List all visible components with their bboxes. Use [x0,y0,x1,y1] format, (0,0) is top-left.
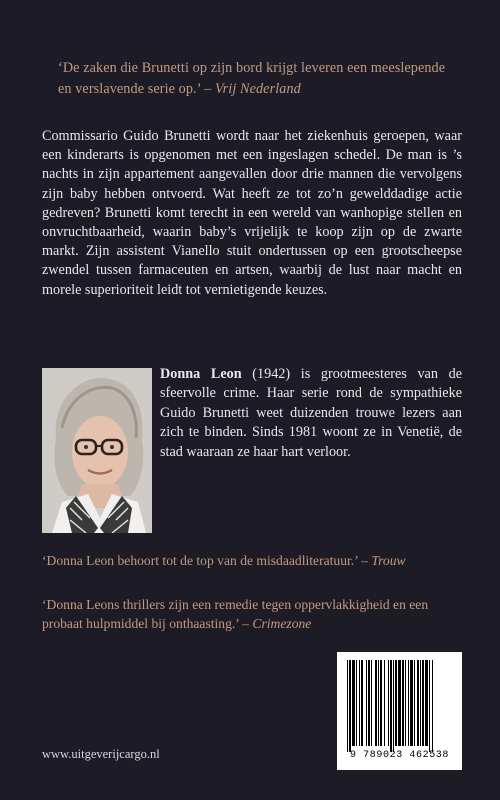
top-quote-source: Vrij Nederland [214,81,301,97]
author-bio-text: (1942) is grootmeesteres van de sfeervolle crime. Haar serie rond de sympathieke Guido Brunetti weet duizenden trouwe lezers aan zich te binden. Sinds 1981 woont ze in Venetië, de stad waaraan ze haar hart verloor. [160,366,462,460]
author-portrait-illustration [42,368,152,533]
review-quote-text: ‘Donna Leon behoort tot de top van de misdaadliteratuur.’ – [42,553,372,568]
isbn-barcode [337,652,462,770]
book-blurb: Commissario Guido Brunetti wordt naar het ziekenhuis geroepen, waar een kinderarts is opgenomen met een ingeslagen schedel. De man is ’s nachts in zijn appartement aangevallen door drie mannen die vervolgens zijn baby hebben ontvoerd. Wat heeft ze tot zo’n gewelddadige actie gedreven? Brunetti komt terecht in een wereld van wanhopige stellen en onvruchtbaarheid, waarin baby’s vrijelijk te koop zijn op de zwarte markt. Zijn assistent Vianello stuit ondertussen op een grootscheepse zwendel tussen farmaceuten en artsen, waarbij de lust naar macht en morele superioriteit leidt tot vernietigende keuzes. [42,128,462,298]
top-review-quote [58,58,458,100]
top-quote-text: ‘De zaken die Brunetti op zijn bord krijgt leveren een meeslepende en verslavende serie op.’ – [58,60,446,97]
isbn-number: 9 789023 462538 [349,750,449,761]
author-bio [160,365,462,462]
author-photo [42,368,152,533]
review-quote-source: Trouw [371,553,406,568]
review-quote-trouw [42,551,462,570]
review-quote-crimezone [42,595,462,633]
review-quote-source: Crimezone [252,616,312,631]
review-quote-text: ‘Donna Leons thrillers zijn een remedie tegen oppervlakkigheid en een probaat hulpmiddel bij onthaasting.’ – [42,597,429,631]
author-name: Donna Leon [160,366,242,382]
publisher-website: www.uitgeverijcargo.nl [42,747,160,761]
